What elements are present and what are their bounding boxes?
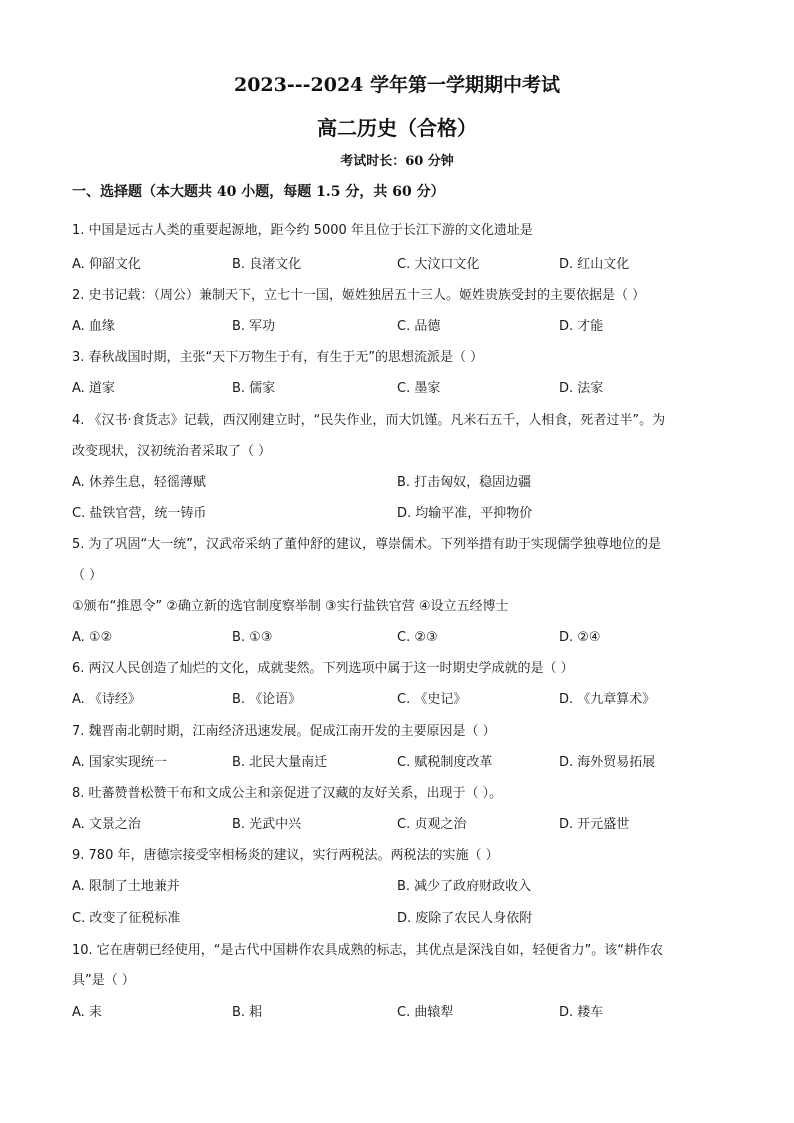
question-9-text: 9. 780 年，唐德宗接受宰相杨炎的建议，实行两税法。两税法的实施（ ） xyxy=(72,848,499,863)
option-a: A. 血缘 xyxy=(72,319,115,334)
option-b: B. ①③ xyxy=(232,630,273,645)
option-d: D. 红山文化 xyxy=(559,257,630,272)
option-d: D. 《九章算术》 xyxy=(559,692,656,707)
option-a: A. 仰韶文化 xyxy=(72,257,141,272)
option-a: A. 耒 xyxy=(72,1005,102,1020)
option-d: D. ②④ xyxy=(559,630,601,645)
exam-subject: 高二历史（合格） xyxy=(317,116,477,140)
question-3-text: 3. 春秋战国时期，主张“天下万物生于有，有生于无”的思想流派是（ ） xyxy=(72,350,484,365)
question-1-text: 1. 中国是远古人类的重要起源地，距今约 5000 年且位于长江下游的文化遗址是 xyxy=(72,223,533,238)
question-3-options xyxy=(72,380,732,398)
question-7-options xyxy=(72,754,732,772)
option-b: B. 《论语》 xyxy=(232,692,302,707)
question-8-options xyxy=(72,816,732,834)
option-b: B. 耜 xyxy=(232,1005,263,1020)
option-d: D. 法家 xyxy=(559,381,604,396)
option-c: C. 盐铁官营，统一铸币 xyxy=(72,506,207,521)
question-9-options-row-1 xyxy=(72,878,732,896)
option-d: D. 均输平准，平抑物价 xyxy=(397,506,533,521)
option-b: B. 良渚文化 xyxy=(232,257,302,272)
question-5-text-line-1: 5. 为了巩固“大一统”，汉武帝采纳了董仲舒的建议，尊崇儒术。下列举措有助于实现儒学独尊地位的是 xyxy=(72,537,662,552)
exam-title: 2023---2024 学年第一学期期中考试 xyxy=(233,74,561,96)
question-5-statements: ①颁布“推恩令” ②确立新的选官制度察举制 ③实行盐铁官营 ④设立五经博士 xyxy=(72,599,509,614)
option-b: B. 军功 xyxy=(232,319,276,334)
question-5-options xyxy=(72,629,732,647)
option-c: C. 《史记》 xyxy=(397,692,467,707)
option-b: B. 打击匈奴，稳固边疆 xyxy=(397,475,532,490)
option-c: C. ②③ xyxy=(397,630,438,645)
option-c: C. 贞观之治 xyxy=(397,817,467,832)
section-heading: 一、选择题（本大题共 40 小题，每题 1.5 分，共 60 分） xyxy=(72,184,445,200)
option-d: D. 才能 xyxy=(559,319,604,334)
option-b: B. 北民大量南迁 xyxy=(232,755,328,770)
question-10-text-line-2: 具”是（ ） xyxy=(72,973,135,988)
option-b: B. 减少了政府财政收入 xyxy=(397,879,532,894)
question-2-options xyxy=(72,318,732,336)
option-b: B. 光武中兴 xyxy=(232,817,302,832)
question-6-options xyxy=(72,691,732,709)
option-c: C. 赋税制度改革 xyxy=(397,755,493,770)
question-6-text: 6. 两汉人民创造了灿烂的文化，成就斐然。下列选项中属于这一时期史学成就的是（ ） xyxy=(72,661,574,676)
question-4-text-line-2: 改变现状，汉初统治者采取了（ ） xyxy=(72,444,272,459)
option-d: D. 耧车 xyxy=(559,1005,604,1020)
question-4-options-row-1 xyxy=(72,474,732,492)
question-5-text-line-2: （ ） xyxy=(72,568,103,583)
option-a: A. 限制了土地兼并 xyxy=(72,879,180,894)
question-10-text-line-1: 10. 它在唐朝已经使用，“是古代中国耕作农具成熟的标志，其优点是深浅自如，轻便省力”。该“耕作农 xyxy=(72,943,664,958)
option-c: C. 改变了征税标准 xyxy=(72,911,181,926)
option-c: C. 品德 xyxy=(397,319,441,334)
option-c: C. 墨家 xyxy=(397,381,441,396)
option-b: B. 儒家 xyxy=(232,381,276,396)
option-a: A. 《诗经》 xyxy=(72,692,141,707)
option-a: A. 文景之治 xyxy=(72,817,141,832)
option-a: A. 休养生息，轻徭薄赋 xyxy=(72,475,206,490)
exam-duration: 考试时长：60 分钟 xyxy=(340,154,454,169)
option-d: D. 废除了农民人身依附 xyxy=(397,911,533,926)
option-d: D. 开元盛世 xyxy=(559,817,630,832)
option-a: A. ①② xyxy=(72,630,113,645)
question-10-options xyxy=(72,1004,732,1022)
question-1-options xyxy=(72,256,732,274)
question-8-text: 8. 吐蕃赞普松赞干布和文成公主和亲促进了汉藏的友好关系，出现于（ ）。 xyxy=(72,786,503,801)
question-2-text: 2. 史书记载：（周公）兼制天下，立七十一国，姬姓独居五十三人。姬姓贵族受封的主要依据是（ ） xyxy=(72,288,646,303)
option-d: D. 海外贸易拓展 xyxy=(559,755,656,770)
option-c: C. 大汶口文化 xyxy=(397,257,480,272)
question-9-options-row-2 xyxy=(72,910,732,928)
option-c: C. 曲辕犁 xyxy=(397,1005,454,1020)
question-7-text: 7. 魏晋南北朝时期，江南经济迅速发展。促成江南开发的主要原因是（ ） xyxy=(72,724,496,739)
question-4-text-line-1: 4. 《汉书·食货志》记载，西汉刚建立时，“民失作业，而大饥馑。凡米石五千，人相食，死者过半”。为 xyxy=(72,413,666,428)
question-4-options-row-2 xyxy=(72,505,732,523)
option-a: A. 道家 xyxy=(72,381,115,396)
option-a: A. 国家实现统一 xyxy=(72,755,167,770)
